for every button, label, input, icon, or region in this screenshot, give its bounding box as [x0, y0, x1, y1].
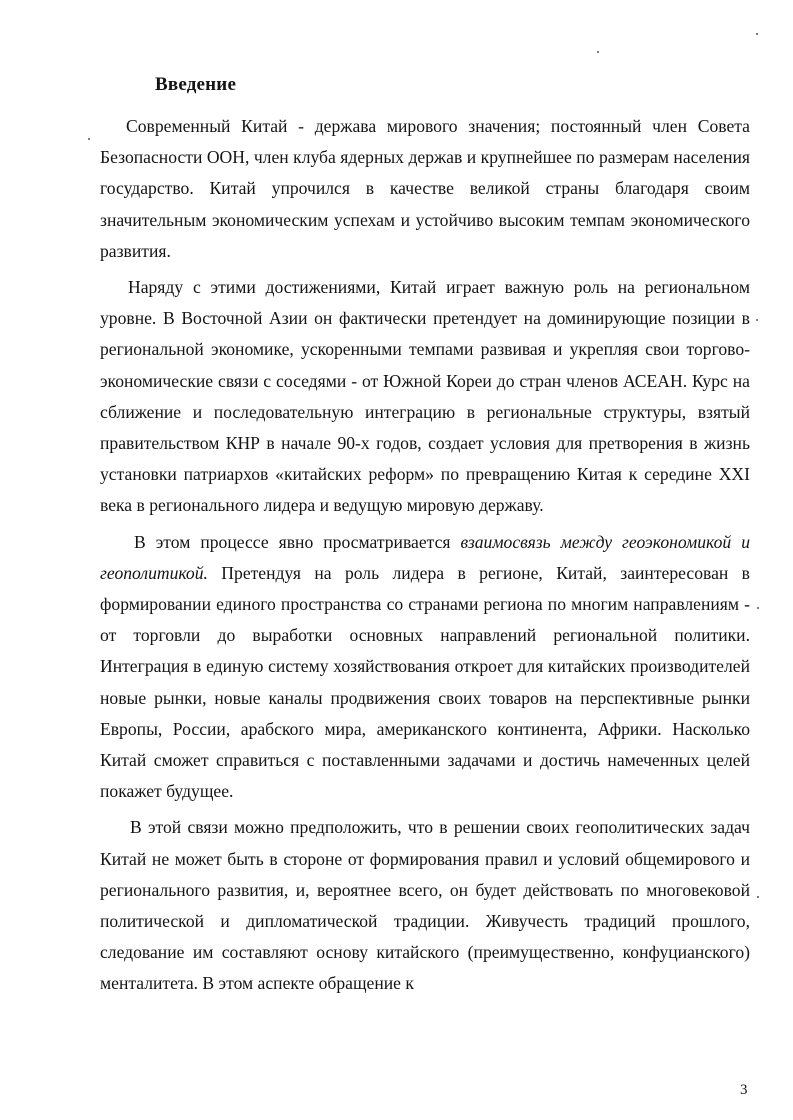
scan-speck — [88, 138, 90, 140]
paragraph — [100, 527, 750, 808]
paragraph — [100, 812, 750, 999]
section-heading: Введение — [155, 74, 237, 95]
scan-speck — [597, 51, 599, 53]
paragraph — [100, 111, 750, 267]
paragraph-text: В этом процессе явно просматривается — [134, 531, 461, 552]
paragraph-text: Современный Китай - держава мирового значения; постоянный член Совета Безопасности ООН, член клуба ядерных держав и крупнейшее по размерам населения государство. Китай упрочился в качестве великой страны благодаря своим значительным экономическим успехам и устойчиво высоким темпам экономического развития. — [100, 116, 750, 261]
paragraph-text: Наряду с этими достижениями, Китай играет важную роль на региональном уровне. В Восточной Азии он фактически претендует на доминирующие позиции в региональной экономике, ускоренными темпами развивая и укрепляя свои торгово-экономические связи с соседями - от Южной Кореи до стран членов АСЕАН. Курс на сближение и последовательную интеграцию в региональные структуры, взятый правительством КНР в начале 90-х годов, создает условия для претворения в жизнь установки патриархов «китайских реформ» по превращению Китая к середине XXI века в регионального лидера и ведущую мировую державу. — [100, 277, 750, 516]
scan-speck — [756, 319, 758, 321]
body-text — [100, 111, 750, 1005]
scan-speck — [757, 607, 759, 609]
paragraph-text: Претендуя на роль лидера в регионе, Китай, заинтересован в формировании единого пространства со странами региона по многим направлениям - от торговли до выработки основных направлений региональной политики. Интеграция в единую систему хозяйствования откроет для китайских производителей новые рынки, новые каналы продвижения своих товаров на перспективные рынки Европы, России, арабского мира, американского континента, Африки. Насколько Китай сможет справиться с поставленными задачами и достичь намеченных целей покажет будущее. — [100, 562, 750, 802]
scan-speck — [757, 896, 759, 898]
paragraph — [100, 272, 750, 522]
scan-speck — [756, 33, 758, 35]
page-number: 3 — [740, 1082, 748, 1098]
emphasized-text: взаимосвязь между геоэкономикой и геополитикой. — [100, 531, 750, 583]
paragraph-text: В этой связи можно предположить, что в решении своих геополитических задач Китай не может быть в стороне от формирования правил и условий общемирового и регионального развития, и, вероятнее всего, он будет действовать по многовековой политической и дипломатической традиции. Живучесть традиций прошлого, следование им составляют основу китайского (преимущественно, конфуцианского) менталитета. В этом аспекте обращение к — [100, 817, 750, 994]
